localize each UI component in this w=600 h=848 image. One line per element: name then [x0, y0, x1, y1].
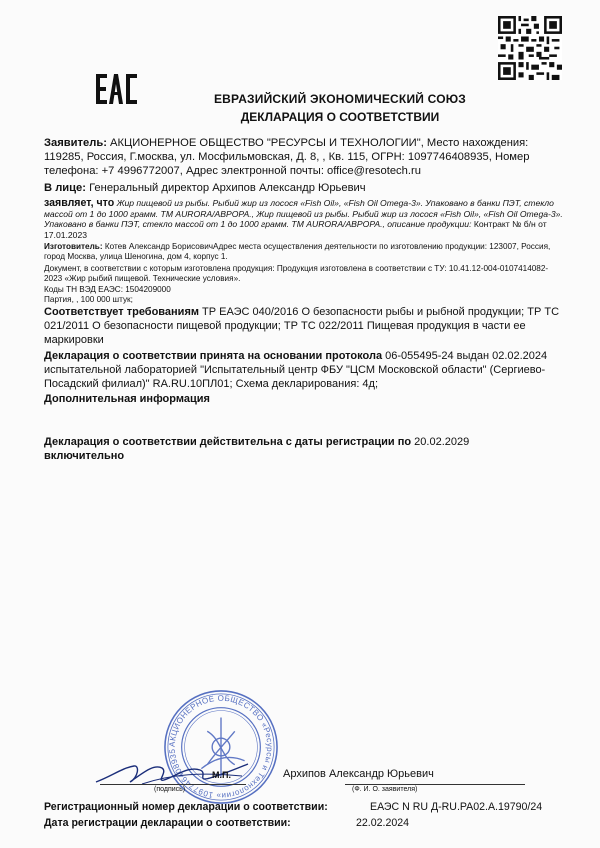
manufacturer-section — [44, 242, 564, 263]
declares-section — [44, 198, 564, 240]
registration-date-value: 22.02.2024 — [356, 817, 410, 829]
declares-label: заявляет, что — [44, 197, 115, 209]
party-section: Партия, , 100 000 штук; — [44, 295, 133, 304]
registration-number-value: ЕАЭС N RU Д-RU.PA02.A.19790/24 — [370, 801, 543, 813]
manufacturer-label: Изготовитель: — [44, 242, 103, 251]
union-title: ЕВРАЗИЙСКИЙ ЭКОНОМИЧЕСКИЙ СОЮЗ — [213, 92, 467, 106]
name-caption: (Ф. И. О. заявителя) — [352, 786, 418, 793]
protocol-section — [44, 350, 564, 391]
signer-name: Архипов Александр Юрьевич — [283, 768, 434, 780]
declaration-title: ДЕКЛАРАЦИЯ О СООТВЕТСТВИИ — [240, 110, 440, 124]
declares-text: Жир пищевой из рыбы. Рыбий жир из лосося «Fish Oil», «Fish Oil Omega-3». Упаковано в банки ПЭТ, стекло массой от 1 до 1000 грамм. ТМ AURORA/АВРОРА., Жир пищевой из рыбы. Рыбий жир из лосося «Fish Oil», «Fish Oil Omega-3». Упаковано в банки ПЭТ, стекло массой от 1 до 1000 грамм. ТМ AURORA/АВРОРА., описание продукции: — [44, 198, 563, 230]
representative-text: Генеральный директор Архипов Александр Юрьевич — [86, 182, 366, 194]
svg-text:АКЦИОНЕРНОЕ ОБЩЕСТВО «Ресурсы: АКЦИОНЕРНОЕ ОБЩЕСТВО «Ресурсы и Технологии» 1097746408935 — [167, 693, 275, 801]
representative-section — [44, 181, 564, 195]
registration-date-label: Дата регистрации декларации о соответствии: — [44, 817, 291, 829]
document-section: Документ, в соответствии с которым изготовлена продукция: Продукция изготовлена в соответствии с ТУ: 10.41.12-004-0107414082-2023 «Жир рыбий пищевой. Технические условия». — [44, 264, 549, 284]
applicant-section — [44, 136, 564, 178]
validity-date: 20.02.2029 — [411, 436, 470, 448]
representative-label: В лице: — [44, 182, 86, 194]
signature-line — [100, 784, 246, 785]
contract-text: Контракт № б/н от 17.01.2023 — [44, 219, 547, 240]
additional-info-heading: Дополнительная информация — [44, 393, 210, 405]
manufacturer-text: Котев Александр БорисовичАдрес места осуществления деятельности по изготовлению продукции: 123007, Россия, город Москва, улица Шеногина, дом 4, корпус 1. — [44, 242, 551, 262]
requirements-label: Соответствует требованиям — [44, 306, 199, 318]
applicant-label: Заявитель: — [44, 137, 107, 149]
protocol-label: Декларация о соответствии принята на основании протокола — [44, 350, 383, 362]
name-line — [345, 784, 525, 785]
protocol-text: 06-055495-24 выдан 02.02.2024 испытательной лабораторией "Испытательный центр ФБУ "ЦСМ Московской области" (Сергиево-Посадский филиал)" RA.RU.10ПЛ01; Схема декларирования: 4д; — [44, 350, 548, 390]
validity-label: Декларация о соответствии действительна с даты регистрации по — [44, 436, 412, 448]
applicant-text: АКЦИОНЕРНОЕ ОБЩЕСТВО "РЕСУРСЫ И ТЕХНОЛОГИИ", Место нахождения: 119285, Россия, Г.москва, ул. Мосфильмовская, Д. 8, , Кв. 115, ОГРН: 1097746408935, Номер телефона: +7 4996772007, Адрес электронной почты: office@resotech.ru — [44, 137, 530, 177]
codes-section: Коды ТН ВЭД ЕАЭС: 1504209000 — [44, 285, 171, 294]
validity-section — [44, 436, 564, 464]
registration-number-label: Регистрационный номер декларации о соответствии: — [44, 801, 328, 813]
seal-place-label: М.П. — [212, 770, 231, 780]
requirements-text: ТР ЕАЭС 040/2016 О безопасности рыбы и рыбной продукции; ТР ТС 021/2011 О безопасности пищевой продукции; ТР ТС 022/2011 Пищевая продукция в части ее маркировки — [44, 306, 560, 346]
validity-tail: включительно — [44, 449, 125, 462]
qr-code-icon — [498, 16, 562, 80]
requirements-section — [44, 306, 564, 347]
signature-caption: (подпись) — [154, 786, 186, 793]
